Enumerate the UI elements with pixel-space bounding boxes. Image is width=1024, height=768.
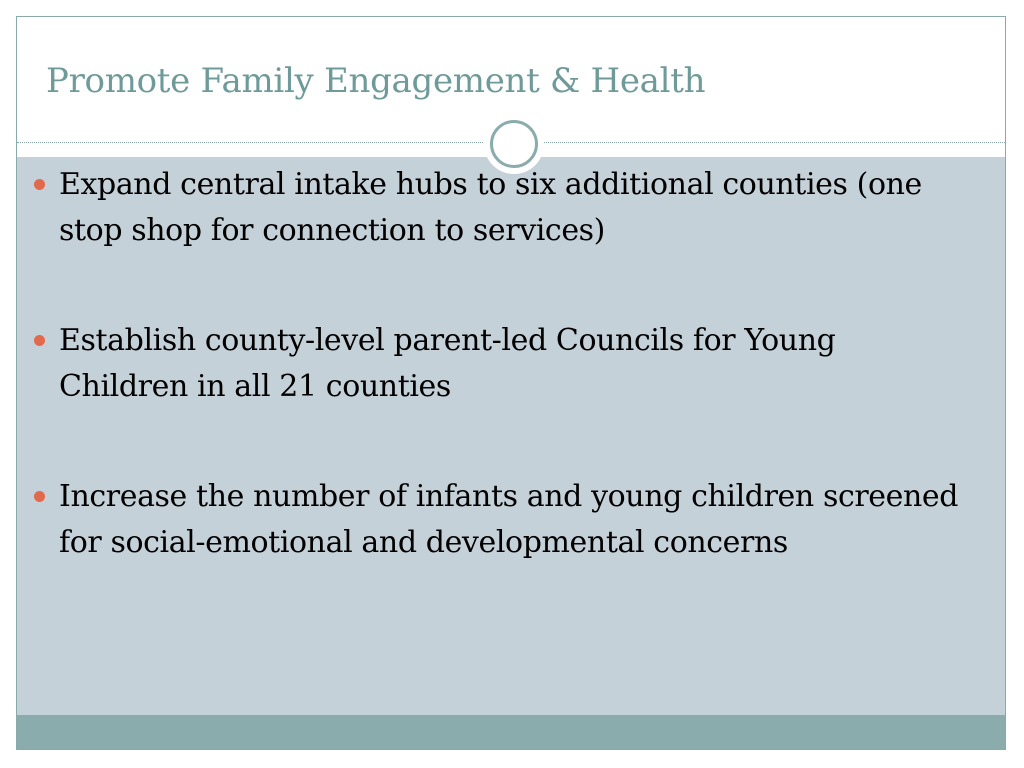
bullet-list bbox=[30, 162, 970, 630]
bullet-text: Expand central intake hubs to six additional counties (one stop shop for connection to services) bbox=[59, 167, 922, 248]
bullet-text: Establish county-level parent-led Councils for Young Children in all 21 counties bbox=[59, 323, 836, 404]
footer-band bbox=[17, 715, 1005, 750]
bullet-item bbox=[30, 162, 970, 254]
bullet-dot-icon bbox=[34, 491, 45, 502]
bullet-dot-icon bbox=[34, 335, 45, 346]
bullet-item bbox=[30, 318, 970, 410]
circle-ring-inner bbox=[490, 120, 538, 168]
slide-title: Promote Family Engagement & Health bbox=[46, 61, 706, 101]
bullet-dot-icon bbox=[34, 179, 45, 190]
bullet-text: Increase the number of infants and young children screened for social-emotional and developmental concerns bbox=[59, 479, 959, 560]
bullet-item bbox=[30, 474, 970, 566]
